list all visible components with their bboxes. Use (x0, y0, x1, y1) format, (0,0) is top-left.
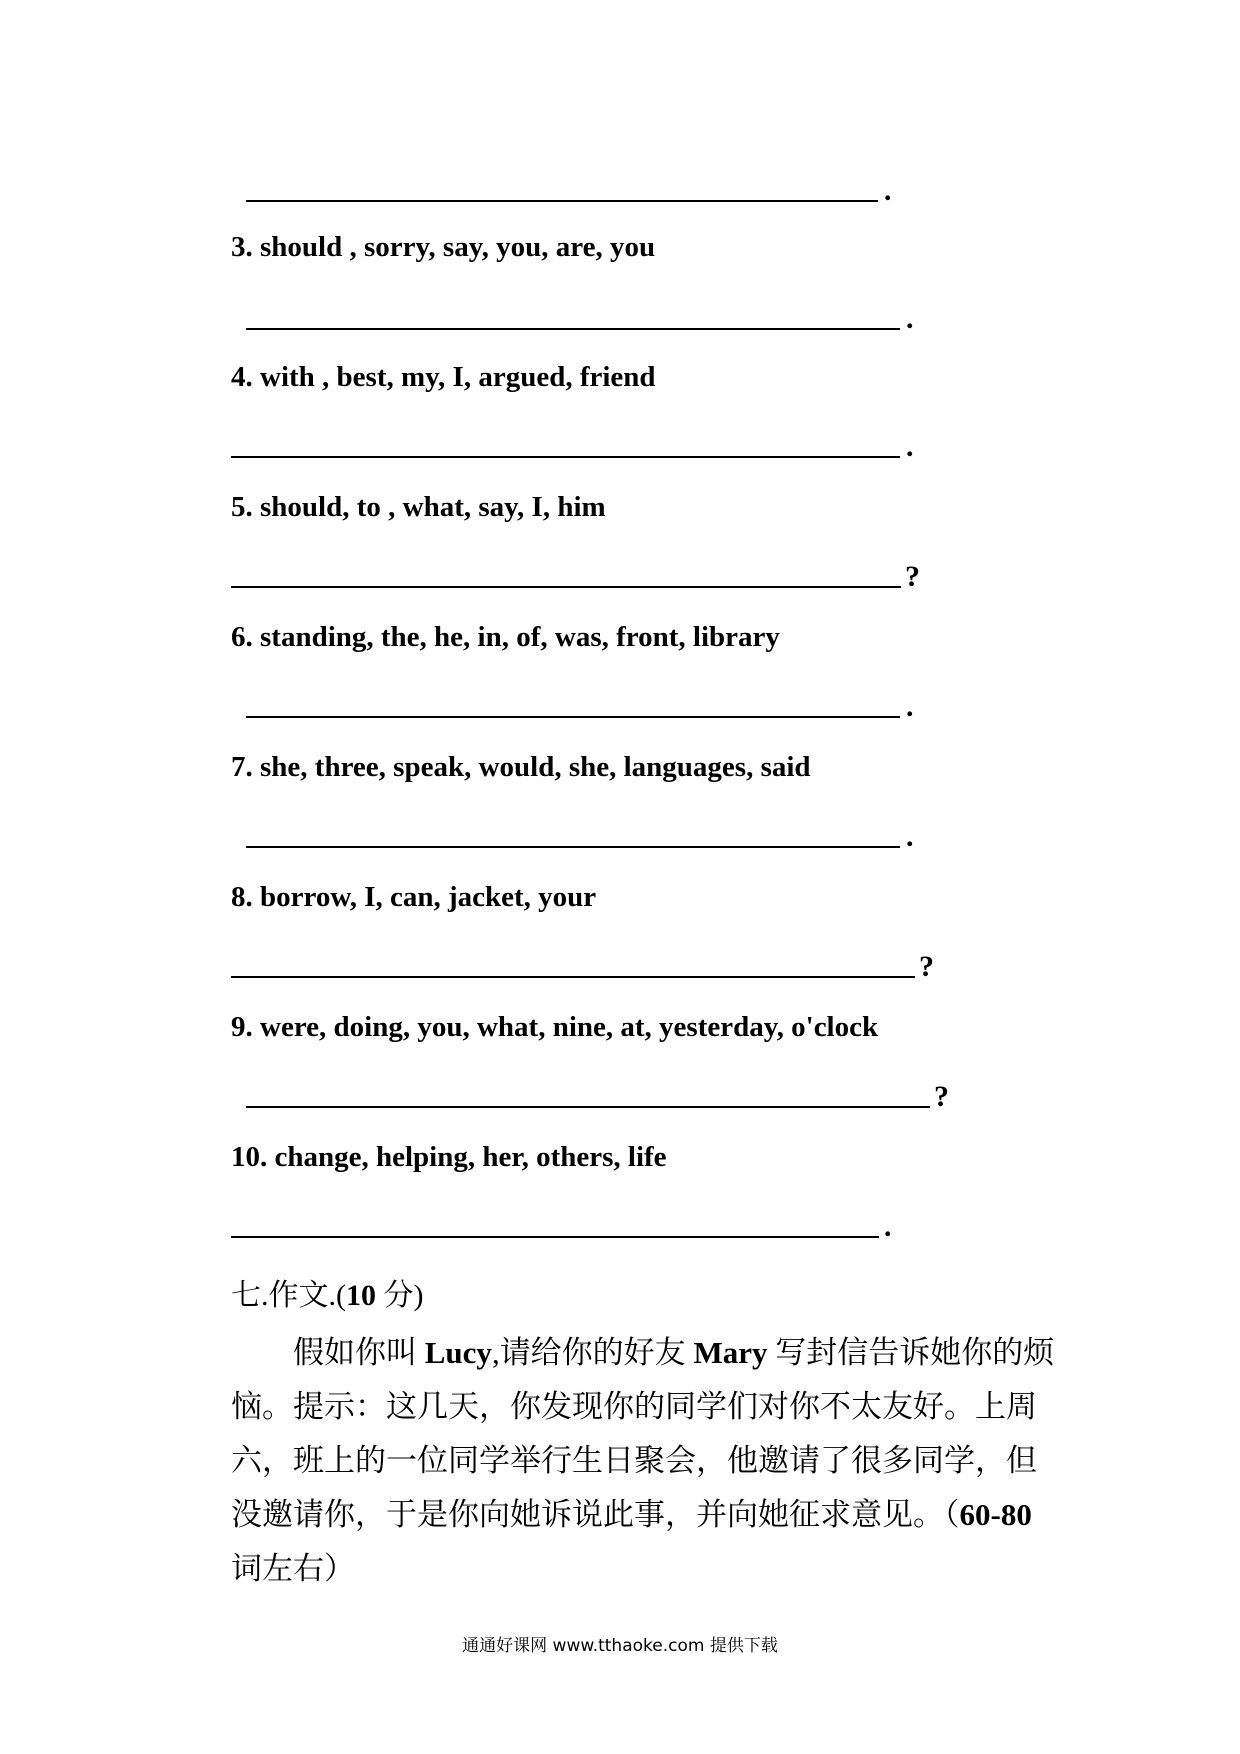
essay-prompt: 假如你叫 Lucy,请给你的好友 Mary 写封信告诉她你的烦恼。提示：这几天，你发现你的同学们对你不太友好。上周六，班上的一位同学举行生日聚会，他邀请了很多同学，但没邀请你，于是你向她诉说此事，并向她征求意见。（60-80 词左右） (231, 1335, 1055, 1586)
question-10: 10. change, helping, her, others, life (231, 1141, 667, 1173)
question-3: 3. should , sorry, say, you, are, you (231, 231, 656, 263)
question-7: 7. she, three, speak, would, she, languages, said (231, 751, 811, 783)
question-5: 5. should, to , what, say, I, him (231, 491, 606, 523)
page-footer: 通通好课网 www.tthaoke.com 提供下载 (462, 1636, 778, 1656)
section-heading: 七.作文.(10 分) (231, 1279, 424, 1312)
question-6: 6. standing, the, he, in, of, was, front, library (231, 621, 780, 653)
question-4: 4. with , best, my, I, argued, friend (231, 361, 656, 393)
question-8: 8. borrow, I, can, jacket, your (231, 881, 597, 913)
question-9: 9. were, doing, you, what, nine, at, yesterday, o'clock (231, 1011, 879, 1043)
